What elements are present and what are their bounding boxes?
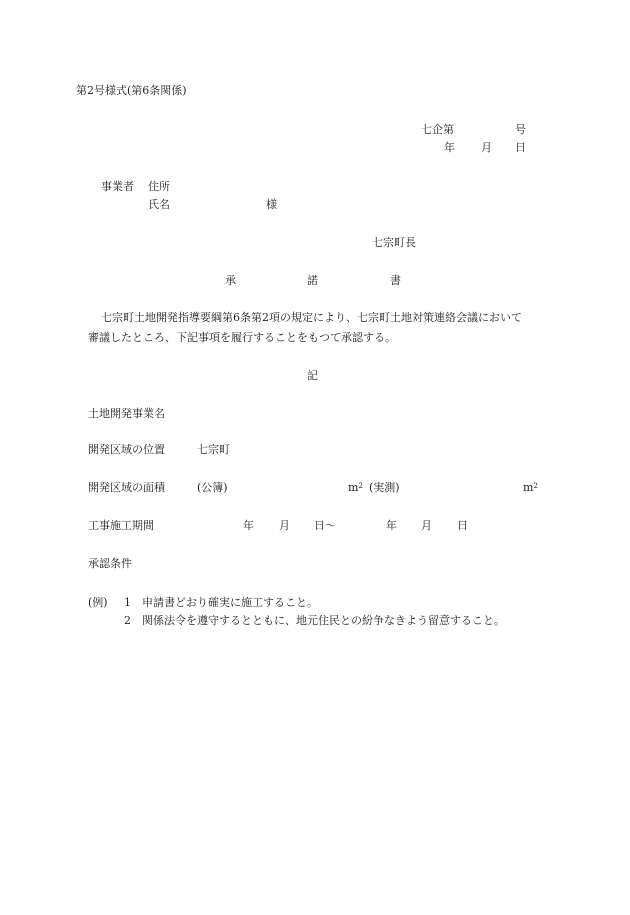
conditions-label: 承認条件 bbox=[88, 557, 132, 570]
recipient-name-label: 氏名 bbox=[148, 198, 170, 211]
period-to-year: 年 bbox=[386, 519, 397, 532]
period-to-month: 月 bbox=[421, 519, 432, 532]
recipient-honorific: 様 bbox=[266, 198, 277, 211]
period-from-day: 日〜 bbox=[314, 519, 336, 532]
area-unit-measured-sup: 2 bbox=[533, 482, 538, 490]
sender: 七宗町長 bbox=[372, 236, 416, 249]
condition-2-text: 関係法令を遵守するとともに、地元住民との紛争なきよう留意すること。 bbox=[142, 614, 505, 627]
area-measured-label: (実測) bbox=[369, 481, 400, 494]
area-unit-registry-sup: 2 bbox=[358, 482, 363, 490]
doc-number-suffix: 号 bbox=[515, 123, 526, 136]
period-from-year: 年 bbox=[243, 519, 254, 532]
recipient-address-label: 住所 bbox=[148, 180, 170, 193]
date-month: 月 bbox=[481, 141, 492, 154]
period-label: 工事施工期間 bbox=[88, 519, 154, 532]
date-day: 日 bbox=[515, 141, 526, 154]
area-unit-registry bbox=[348, 481, 363, 495]
title-char-3: 書 bbox=[390, 274, 401, 287]
condition-2-number: 2 bbox=[124, 614, 131, 627]
condition-1-number: 1 bbox=[124, 596, 131, 609]
condition-1-text: 申請書どおり確実に施工すること。 bbox=[142, 596, 318, 609]
area-unit-registry-base: m bbox=[348, 481, 359, 494]
location-label: 開発区域の位置 bbox=[88, 443, 165, 456]
period-from-month: 月 bbox=[279, 519, 290, 532]
doc-number-prefix: 七企第 bbox=[421, 123, 454, 136]
area-unit-measured-base: m bbox=[523, 481, 534, 494]
recipient-role: 事業者 bbox=[101, 180, 134, 193]
example-label: (例) bbox=[88, 596, 108, 609]
body-line-1: 七宗町土地開発指導要綱第6条第2項の規定により、七宗町土地対策連絡会議において bbox=[101, 311, 522, 324]
area-label: 開発区域の面積 bbox=[88, 481, 165, 494]
title-char-2: 諾 bbox=[307, 274, 318, 287]
area-unit-measured bbox=[523, 481, 538, 495]
form-id: 第2号様式(第6条関係) bbox=[76, 84, 187, 97]
title-char-1: 承 bbox=[225, 274, 236, 287]
date-year: 年 bbox=[444, 141, 455, 154]
body-line-2: 審議したところ、下記事項を履行することをもつて承認する。 bbox=[88, 331, 396, 344]
area-registry-label: (公簿) bbox=[197, 481, 228, 494]
project-name-label: 土地開発事業名 bbox=[88, 407, 165, 420]
ki-mark: 記 bbox=[307, 369, 318, 382]
location-value: 七宗町 bbox=[197, 443, 230, 456]
period-to-day: 日 bbox=[457, 519, 468, 532]
